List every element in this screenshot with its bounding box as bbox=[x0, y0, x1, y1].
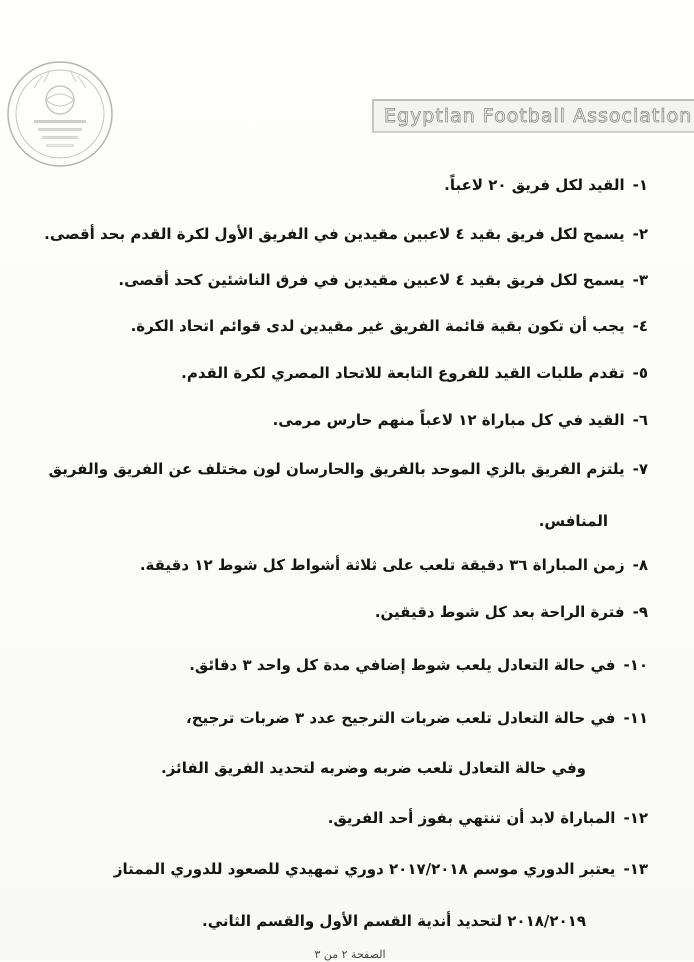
rule-item bbox=[49, 460, 648, 478]
rule-text: يسمح لكل فريق بقيد ٤ لاعبين مقيدين في فرق الناشئين كحد أقصى. bbox=[118, 271, 625, 289]
rule-item bbox=[140, 556, 648, 574]
rule-number: ٢- bbox=[632, 225, 648, 243]
rule-text: المباراة لابد أن تنتهي بفوز أحد الفريق. bbox=[327, 809, 616, 827]
rule-item bbox=[131, 317, 648, 335]
rule-continuation: ٢٠١٨/٢٠١٩ لتحديد أندية القسم الأول والقسم الثاني. bbox=[202, 912, 586, 930]
rule-number: ٣- bbox=[632, 271, 648, 289]
rule-text: القيد لكل فريق ٢٠ لاعباً. bbox=[444, 176, 625, 194]
rule-item bbox=[114, 860, 648, 878]
rule-text: تقدم طلبات القيد للفروع التابعة للاتحاد المصري لكرة القدم. bbox=[181, 364, 625, 382]
rule-number: ١- bbox=[632, 176, 648, 194]
rule-text: يجب أن تكون بقية قائمة الفريق غير مقيدين لدى قوائم اتحاد الكرة. bbox=[130, 317, 625, 335]
rule-item bbox=[328, 809, 648, 827]
rule-item bbox=[189, 656, 648, 674]
rule-number: ١٠- bbox=[623, 656, 648, 674]
rule-number: ٦- bbox=[632, 411, 648, 429]
rule-number: ٥- bbox=[632, 364, 648, 382]
rule-item bbox=[186, 709, 648, 727]
rule-number: ١١- bbox=[623, 709, 648, 727]
rule-number: ٨- bbox=[632, 556, 648, 574]
rule-item bbox=[444, 176, 648, 194]
rule-number: ١٣- bbox=[623, 860, 648, 878]
rule-number: ٤- bbox=[632, 317, 648, 335]
page-footer: الصفحة ٢ من ٣ bbox=[314, 948, 386, 961]
rule-item bbox=[375, 603, 648, 621]
rule-number: ١٢- bbox=[623, 809, 648, 827]
rule-number: ٧- bbox=[632, 460, 648, 478]
rule-text: القيد في كل مباراة ١٢ لاعباً منهم حارس مرمى. bbox=[272, 411, 625, 429]
rule-continuation: المنافس. bbox=[538, 512, 608, 530]
rule-text: فترة الراحة بعد كل شوط دقيقين. bbox=[374, 603, 625, 621]
rule-item bbox=[44, 225, 648, 243]
rule-item bbox=[273, 411, 648, 429]
rule-item bbox=[181, 364, 648, 382]
rule-text: في حالة التعادل تلعب ضربات الترجيح عدد ٣ ضربات ترجيح، bbox=[186, 709, 616, 727]
rule-continuation: وفي حالة التعادل تلعب ضربه وضربه لتحديد الفريق الفائز. bbox=[161, 759, 586, 777]
rule-text: يسمح لكل فريق بقيد ٤ لاعبين مقيدين في الفريق الأول لكرة القدم بحد أقصى. bbox=[44, 225, 625, 243]
org-name: Egyptian Football Association bbox=[384, 105, 693, 127]
rule-text: زمن المباراة ٣٦ دقيقة تلعب على ثلاثة أشواط كل شوط ١٢ دقيقة. bbox=[139, 556, 625, 574]
rule-text: يعتبر الدوري موسم ٢٠١٧/٢٠١٨ دوري تمهيدي للصعود للدوري الممتاز bbox=[113, 860, 616, 878]
rule-number: ٩- bbox=[632, 603, 648, 621]
rule-text: يلتزم الفريق بالزي الموحد بالفريق والحارسان لون مختلف عن الفريق والفريق bbox=[48, 460, 625, 478]
rule-text: في حالة التعادل يلعب شوط إضافي مدة كل واحد ٣ دقائق. bbox=[189, 656, 616, 674]
rule-item bbox=[118, 271, 648, 289]
